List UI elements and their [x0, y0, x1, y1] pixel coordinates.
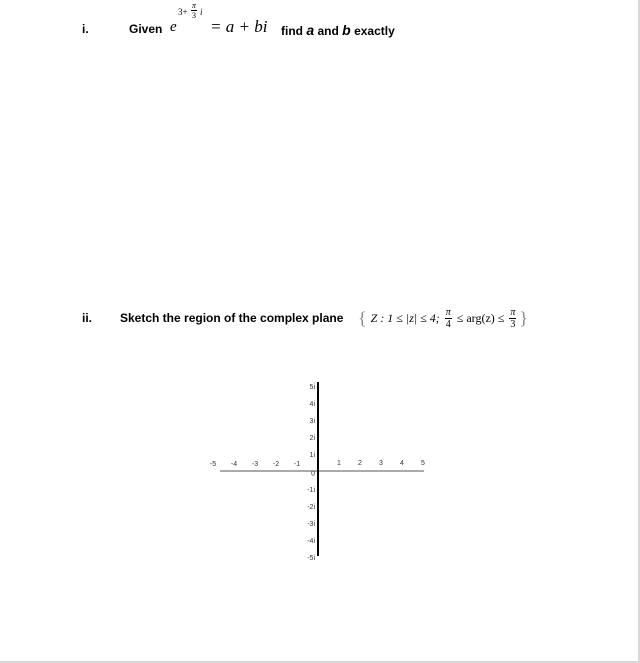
y-tick-label: 3i — [309, 418, 315, 425]
question-ii-number: ii. — [82, 311, 93, 325]
y-tick-label: 0 — [311, 470, 315, 478]
equation-rhs: = a + bi — [210, 17, 268, 36]
y-tick-label: -5i — [307, 554, 315, 562]
y-tick-label: 4i — [309, 401, 315, 408]
x-tick-label: -1 — [293, 461, 301, 468]
exp-i: i — [200, 7, 203, 17]
x-tick-label: 1 — [337, 460, 341, 467]
y-tick-label: -1i — [307, 486, 315, 494]
x-tick-label: -3 — [251, 461, 259, 468]
y-tick-label: 2i — [309, 435, 315, 442]
y-tick-label: -4i — [307, 537, 315, 545]
var-a: a — [306, 22, 315, 38]
frac2-den: 3 — [510, 318, 516, 330]
set-close-brace: } — [519, 307, 529, 328]
x-tick-label: 4 — [400, 460, 404, 467]
question-ii-text: Sketch the region of the complex plane — [120, 311, 344, 325]
exp-base-e: e — [170, 19, 177, 35]
frac1-num: π — [445, 306, 451, 318]
frac2-num: π — [510, 306, 516, 318]
y-tick-label: -2i — [307, 503, 315, 511]
y-tick-labels — [307, 384, 315, 562]
find-word: find — [281, 24, 303, 38]
question-i-number: i. — [82, 22, 89, 36]
var-b: b — [342, 22, 351, 38]
exp-pi: π — [192, 1, 197, 10]
x-tick-label: 2 — [358, 460, 362, 467]
y-tick-label: 5i — [309, 384, 315, 391]
exactly-word: exactly — [354, 24, 395, 38]
exp-three-plus: 3+ — [178, 7, 188, 17]
y-tick-label: 1i — [309, 452, 315, 459]
frac1-den: 4 — [445, 318, 451, 330]
x-tick-label: -5 — [209, 461, 217, 468]
arg-inequality: ≤ arg(z) ≤ — [456, 310, 505, 325]
exp-den: 3 — [192, 11, 196, 20]
x-tick-label: -4 — [230, 461, 238, 468]
set-body: Z : 1 ≤ |z| ≤ 4; — [370, 310, 440, 325]
x-tick-label: 5 — [421, 460, 425, 467]
question-i-given: Given — [129, 22, 163, 36]
and-word: and — [317, 24, 339, 38]
set-open-brace: { — [358, 307, 367, 328]
y-tick-label: -3i — [307, 520, 315, 528]
x-tick-label: 3 — [379, 460, 383, 467]
x-tick-label: -2 — [272, 461, 280, 468]
